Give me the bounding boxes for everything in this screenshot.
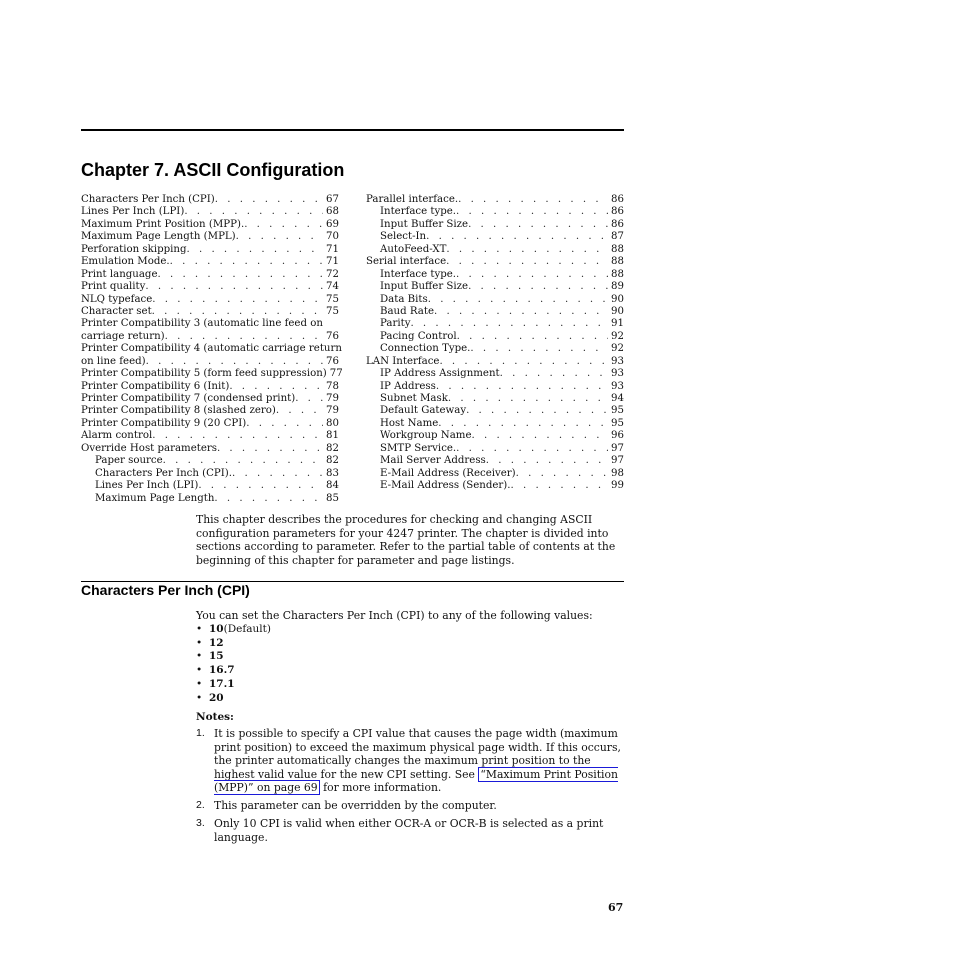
toc-entry[interactable] (366, 455, 624, 467)
toc-entry-title: Interface type. (380, 268, 457, 280)
toc-dot-leader (439, 356, 608, 368)
toc-entry-title: AutoFeed-XT (380, 243, 447, 255)
toc-entry-title: Interface type. (380, 206, 457, 218)
toc-entry-page: 95 (611, 405, 624, 417)
toc-entry-page: 95 (611, 417, 624, 429)
toc-entry-title: Select-In (380, 231, 427, 243)
toc-entry[interactable] (366, 405, 624, 417)
toc-entry-title: Data Bits (380, 293, 428, 305)
toc-entry-title: Printer Compatibility 6 (Init) (81, 380, 230, 392)
section-title: Characters Per Inch (CPI) (81, 582, 250, 598)
bullet-symbol: • (196, 636, 203, 649)
toc-entry-page: 98 (611, 467, 624, 479)
cpi-value-item (196, 623, 271, 637)
toc-entry-page: 79 (326, 393, 339, 404)
toc-entry-page: 74 (326, 281, 339, 293)
chapter-intro-paragraph: This chapter describes the procedures for checking and changing ASCII configuration parameters for your 4247 printer. The chapter is divided into sections according to parameter. Refer to the partial table of contents at the beginning of this chapter for parameter and page listings. (196, 513, 616, 567)
cpi-values-list (196, 623, 271, 705)
toc-entry[interactable] (81, 281, 339, 293)
toc-entry-page: 71 (326, 243, 339, 255)
toc-entry-title: Maximum Print Position (MPP). (81, 218, 245, 230)
toc-entry-title: Connection Type. (380, 343, 471, 355)
toc-entry[interactable] (366, 381, 624, 393)
cpi-value-item (196, 664, 271, 678)
toc-dot-leader (232, 468, 323, 480)
toc-entry-title: IP Address Assignment (380, 368, 500, 380)
toc-entry-page: 86 (611, 218, 624, 230)
toc-entry[interactable] (81, 244, 339, 256)
toc-entry-page: 91 (611, 318, 624, 330)
toc-entry[interactable] (81, 306, 339, 318)
toc-entry-page: 78 (326, 380, 339, 392)
toc-entry-title: Maximum Page Length (95, 492, 215, 504)
toc-entry-title: Baud Rate (380, 305, 434, 317)
toc-entry-page: 87 (611, 231, 624, 243)
toc-dot-leader (456, 269, 608, 281)
toc-entry-title: Serial interface (366, 256, 447, 268)
toc-entry-page: 92 (611, 343, 624, 355)
toc-entry[interactable] (81, 219, 339, 231)
toc-dot-leader (486, 455, 608, 467)
note-text: It is possible to specify a CPI value that causes the page width (maximum print position) to exceed the maximum physical page width. If this occurs, the printer automatically changes the maximum print position to the highest valid value for the new CPI setting. See “Maximum Print Position (MPP)” on page 69 for more information. (214, 727, 621, 795)
toc-entry[interactable] (366, 468, 624, 480)
toc-dot-leader (457, 331, 608, 343)
toc-entry-title: Input Buffer Size (380, 281, 469, 293)
toc-entry[interactable] (81, 418, 339, 430)
toc-entry[interactable] (366, 244, 624, 256)
toc-entry-title: Workgroup Name (380, 430, 472, 442)
cpi-value-item (196, 678, 271, 692)
toc-entry[interactable] (81, 480, 339, 492)
toc-entry[interactable] (366, 343, 624, 355)
toc-entry[interactable] (81, 368, 343, 380)
chapter-title: Chapter 7. ASCII Configuration (81, 160, 345, 180)
toc-entry-line: Printer Compatibility 4 (automatic carriage return (81, 343, 342, 355)
toc-entry-title: Subnet Mask (380, 393, 448, 404)
toc-entry-title: Lines Per Inch (LPI) (95, 480, 199, 492)
toc-entry-title: Print quality (81, 281, 146, 293)
toc-entry-page: 70 (326, 231, 339, 243)
toc-entry-page: 93 (611, 355, 624, 367)
toc-entry-page: 68 (326, 206, 339, 218)
toc-dot-leader (426, 231, 608, 243)
toc-entry-title: Emulation Mode. (81, 256, 170, 268)
toc-dot-leader (448, 393, 608, 405)
toc-entry-title: Printer Compatibility 7 (condensed print) (81, 393, 296, 404)
toc-entry[interactable] (366, 281, 624, 293)
toc-entry[interactable] (366, 294, 624, 306)
page-number: 67 (608, 901, 624, 914)
toc-entry-title: Characters Per Inch (CPI) (81, 194, 215, 205)
toc-entry-page: 85 (326, 492, 339, 504)
cpi-value-item (196, 637, 271, 651)
toc-entry-page: 76 (326, 330, 339, 342)
toc-entry-title: SMTP Service. (380, 442, 457, 454)
toc-entry-title: Parallel interface. (366, 194, 459, 205)
cpi-value: 12 (209, 636, 224, 649)
toc-entry-title: Alarm control (81, 430, 153, 442)
toc-entry-title: carriage return) (81, 330, 165, 342)
toc-dot-leader (446, 244, 608, 256)
toc-entry-title: on line feed) (81, 355, 146, 367)
toc-dot-leader (456, 206, 608, 218)
toc-entry-title: LAN Interface (366, 355, 440, 367)
toc-dot-leader (152, 294, 323, 306)
toc-entry[interactable] (366, 231, 624, 243)
toc-entry[interactable] (366, 356, 624, 368)
toc-entry-page: 84 (326, 480, 339, 492)
toc-entry[interactable] (81, 331, 339, 343)
note-3 (196, 817, 628, 844)
toc-dot-leader (436, 381, 608, 393)
toc-entry-title: Character set (81, 305, 152, 317)
note-2 (196, 799, 628, 813)
toc-entry-page: 96 (611, 430, 624, 442)
toc-entry[interactable] (366, 418, 624, 430)
toc-entry-page: 88 (611, 268, 624, 280)
toc-entry[interactable] (366, 194, 624, 206)
toc-dot-leader (276, 405, 323, 417)
toc-dot-leader (500, 368, 608, 380)
toc-entry-page: 81 (326, 430, 339, 442)
toc-dot-leader (163, 455, 323, 467)
toc-dot-leader (471, 430, 608, 442)
toc-dot-leader (146, 356, 323, 368)
toc-dot-leader (470, 343, 608, 355)
toc-entry-page: 75 (326, 293, 339, 305)
note-1 (196, 727, 628, 795)
toc-dot-leader (214, 493, 323, 505)
toc-entry[interactable] (366, 368, 624, 380)
toc-entry-title: Input Buffer Size (380, 218, 469, 230)
toc-dot-leader (244, 219, 323, 231)
toc-entry-page: 88 (611, 256, 624, 268)
cpi-value-item (196, 692, 271, 706)
toc-entry-title: Pacing Control (380, 330, 457, 342)
cpi-value: 16.7 (209, 664, 235, 677)
cpi-value: 20 (209, 691, 224, 704)
cpi-value: 17.1 (209, 677, 235, 690)
toc-dot-leader (217, 443, 323, 455)
toc-dot-leader (410, 318, 608, 330)
toc-dot-leader (229, 381, 323, 393)
toc-dot-leader (165, 331, 323, 343)
toc-dot-leader (468, 281, 608, 293)
toc-entry[interactable] (81, 405, 339, 417)
note-text: This parameter can be overridden by the computer. (214, 799, 497, 812)
toc-entry[interactable] (81, 294, 339, 306)
toc-entry-title: Print language (81, 268, 158, 280)
toc-entry[interactable] (366, 443, 624, 455)
toc-entry-title: Lines Per Inch (LPI) (81, 206, 185, 218)
toc-entry-title: IP Address (380, 380, 436, 392)
toc-entry-page: 71 (326, 256, 339, 268)
toc-entry-page: 99 (611, 480, 624, 492)
toc-entry-page: 86 (611, 206, 624, 218)
toc-entry[interactable] (81, 443, 339, 455)
toc-entry-page: 97 (611, 442, 624, 454)
toc-dot-leader (434, 306, 608, 318)
bullet-symbol: • (196, 677, 203, 690)
toc-entry-page: 76 (326, 355, 339, 367)
toc-dot-leader (456, 443, 608, 455)
note-number: 3. (196, 817, 205, 829)
toc-entry-title: NLQ typeface (81, 293, 153, 305)
bullet-symbol: • (196, 623, 203, 635)
toc-entry-title: Printer Compatibility 5 (form feed suppression) (81, 368, 327, 380)
toc-dot-leader (170, 256, 323, 268)
toc-entry-page: 86 (611, 194, 624, 205)
toc-entry-title: E-Mail Address (Sender). (380, 480, 511, 492)
section-intro-paragraph: You can set the Characters Per Inch (CPI) to any of the following values: (196, 609, 593, 622)
toc-dot-leader (468, 219, 608, 231)
toc-left-column (81, 194, 343, 505)
toc-dot-leader (466, 405, 608, 417)
note-number: 1. (196, 727, 205, 739)
toc-dot-leader (295, 393, 323, 405)
toc-entry-page: 83 (326, 467, 339, 479)
toc-entry[interactable] (81, 381, 339, 393)
toc-entry[interactable] (81, 393, 339, 405)
toc-entry[interactable] (366, 480, 624, 492)
note-number: 2. (196, 799, 205, 811)
toc-entry-page: 82 (326, 442, 339, 454)
toc-entry-title: Parity (380, 318, 411, 330)
toc-entry[interactable] (366, 256, 624, 268)
toc-entry-title: Perforation skipping (81, 243, 187, 255)
toc-entry-page: 69 (326, 218, 339, 230)
toc-dot-leader (152, 306, 323, 318)
toc-entry[interactable] (366, 331, 624, 343)
toc-entry-page: 90 (611, 305, 624, 317)
toc-entry[interactable] (81, 455, 339, 467)
bullet-symbol: • (196, 664, 203, 677)
toc-dot-leader (215, 194, 323, 206)
toc-entry-title: E-Mail Address (Receiver) (380, 467, 516, 479)
toc-entry-page: 67 (326, 194, 339, 205)
toc-entry-title: Paper source (95, 455, 163, 467)
toc-entry-page: 93 (611, 380, 624, 392)
toc-entry-page: 90 (611, 293, 624, 305)
toc-entry[interactable] (366, 219, 624, 231)
toc-dot-leader (458, 194, 608, 206)
toc-dot-leader (511, 480, 609, 492)
toc-dot-leader (157, 269, 323, 281)
toc-entry-page: 93 (611, 368, 624, 380)
toc-entry-title: Override Host parameters (81, 442, 217, 454)
toc-entry[interactable] (81, 430, 339, 442)
bullet-symbol: • (196, 650, 203, 663)
toc-dot-leader (184, 206, 323, 218)
toc-entry-page: 72 (326, 268, 339, 280)
toc-entry[interactable] (81, 269, 339, 281)
toc-dot-leader (198, 480, 323, 492)
toc-entry-title: Default Gateway (380, 405, 467, 417)
toc-dot-leader (145, 281, 323, 293)
note-text: Only 10 CPI is valid when either OCR-A or OCR-B is selected as a print language. (214, 817, 604, 844)
toc-entry-page: 79 (326, 405, 339, 417)
toc-entry-title: Maximum Page Length (MPL) (81, 231, 236, 243)
toc-entry-page: 89 (611, 281, 624, 293)
toc-dot-leader (446, 256, 608, 268)
toc-entry-page: 88 (611, 243, 624, 255)
toc-dot-leader (246, 418, 323, 430)
toc-entry[interactable] (81, 256, 339, 268)
toc-entry-title: Printer Compatibility 9 (20 CPI) (81, 417, 247, 429)
mpp-cross-reference-link[interactable]: “Maximum Print Position (MPP)” on page 69 (214, 767, 618, 795)
toc-entry[interactable] (366, 318, 624, 330)
toc-dot-leader (438, 418, 608, 430)
toc-entry-page: 75 (326, 305, 339, 317)
toc-entry[interactable] (81, 468, 339, 480)
toc-entry-page: 94 (611, 393, 624, 404)
toc-entry[interactable] (81, 194, 339, 206)
toc-entry-page: 82 (326, 455, 339, 467)
toc-dot-leader (428, 294, 608, 306)
toc-dot-leader (186, 244, 323, 256)
cpi-value-item (196, 650, 271, 664)
toc-entry-title: Printer Compatibility 8 (slashed zero) (81, 405, 276, 417)
bullet-symbol: • (196, 691, 203, 704)
toc-entry[interactable] (81, 206, 339, 218)
toc-dot-leader (516, 468, 608, 480)
toc-entry[interactable] (81, 356, 339, 368)
chapter-top-rule (81, 129, 624, 131)
cpi-value: 15 (209, 650, 224, 663)
toc-entry-page: 92 (611, 330, 624, 342)
toc-dot-leader (152, 430, 323, 442)
cpi-value-suffix: (Default) (223, 623, 271, 635)
notes-label: Notes: (196, 711, 234, 723)
toc-right-column (366, 194, 624, 493)
toc-entry[interactable] (81, 231, 339, 243)
toc-entry[interactable] (366, 269, 624, 281)
toc-entry-page: 80 (326, 417, 339, 429)
toc-entry[interactable] (366, 393, 624, 405)
toc-entry-page: 77 (329, 368, 343, 380)
toc-dot-leader (236, 231, 323, 243)
toc-entry-title: Host Name (380, 417, 439, 429)
toc-entry[interactable] (366, 430, 624, 442)
cpi-value: 10 (209, 623, 224, 635)
toc-entry-line: Printer Compatibility 3 (automatic line feed on (81, 318, 323, 330)
toc-entry[interactable] (81, 493, 339, 505)
toc-entry-page: 97 (611, 455, 624, 467)
toc-entry-title: Characters Per Inch (CPI). (95, 467, 233, 479)
toc-entry[interactable] (366, 206, 624, 218)
toc-entry-title: Mail Server Address (380, 455, 486, 467)
toc-entry[interactable] (366, 306, 624, 318)
